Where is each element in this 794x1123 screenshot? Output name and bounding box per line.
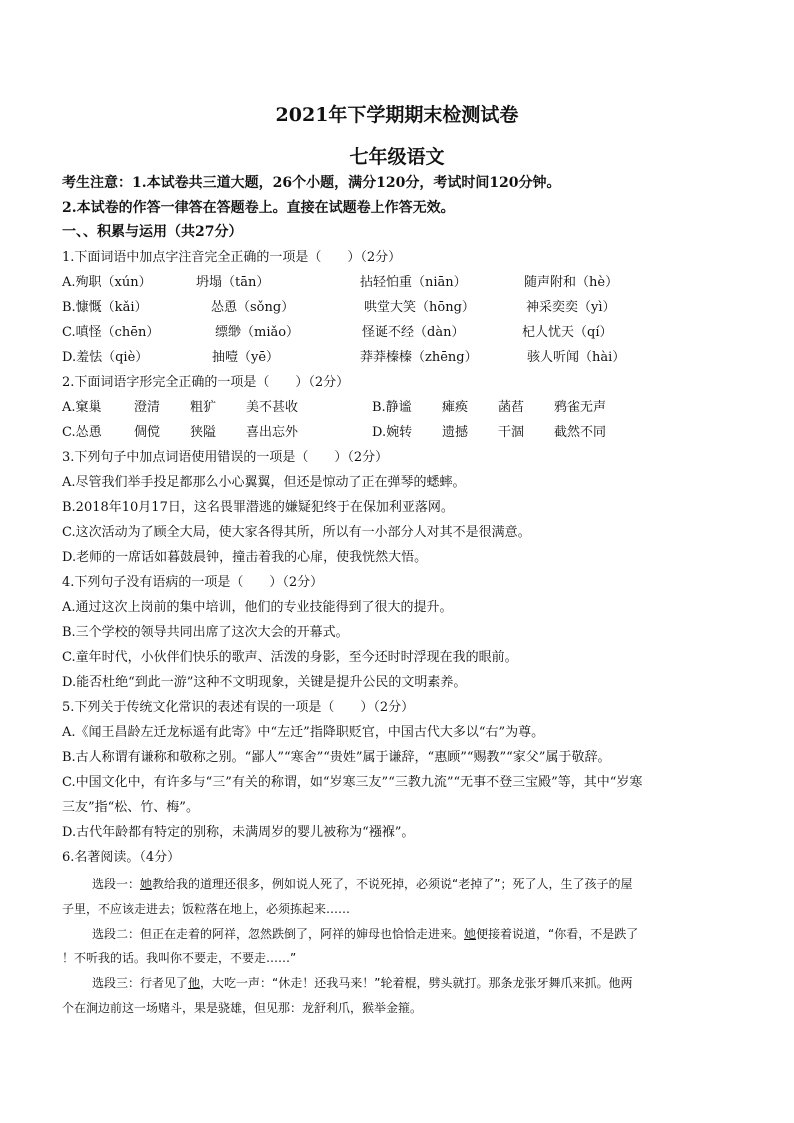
passage-text: 但正在走着的阿祥，忽然跌倒了，阿祥的婶母也恰恰走进来。	[140, 927, 465, 941]
passage-label: 选段三：	[92, 976, 141, 990]
q2-word: 倜傥	[134, 425, 161, 440]
q2-stem: 2.下面词语字形完全正确的一项是（ ）（2分）	[62, 375, 350, 390]
q2-word: 美不甚收	[246, 400, 299, 415]
q6-stem: 6.名著阅读。（4分）	[62, 850, 181, 865]
q4-option-a: A.通过这次上岗前的集中培训，他们的专业技能得到了很大的提升。	[62, 600, 453, 615]
q4-option-d: D.能否杜绝“到此一游”这种不文明现象，关键是提升公民的文明素养。	[62, 675, 467, 690]
passage-text: 便接着说道，“你看，不是跌了	[476, 927, 639, 941]
q1-option: 拈轻怕重（niān）	[360, 275, 467, 290]
q3-stem: 3.下列句子中加点词语使用错误的一项是（ ）（2分）	[62, 450, 389, 465]
q2-word: 喜出忘外	[246, 425, 299, 440]
q1-option: 抽噎（yē）	[212, 350, 280, 365]
q1-option: D.羞怯（qiè）	[62, 350, 149, 365]
q6-passage-2	[92, 925, 638, 943]
q2-word: 截然不同	[554, 425, 607, 440]
q2-word: 粗犷	[190, 400, 217, 415]
exam-subtitle: 七年级语文	[349, 146, 445, 168]
q6-passage-3-line-2: 个在涧边前这一场赌斗，果是骁雄，但见那：龙舒利爪，猴举金箍。	[62, 1001, 423, 1015]
passage-label: 选段一：	[92, 877, 141, 891]
q1-stem: 1.下面词语中加点字注音完全正确的一项是（ ）（2分）	[62, 250, 402, 265]
q5-option-b: B.古人称谓有谦称和敬称之别。“鄙人”“寒舍”“贵姓”属于谦辞，“惠顾”“赐教”“家父”属于敬辞。	[62, 750, 611, 765]
q6-passage-1	[92, 875, 632, 893]
q5-option-a: A.《闻王昌龄左迁龙标遥有此寄》中“左迁”指降职贬官，中国古代大多以“右”为尊。	[62, 725, 545, 740]
q1-option: A.殉职（xún）	[62, 275, 152, 290]
q2-word: C.怂恿	[62, 425, 102, 440]
underlined-pronoun: 她	[140, 877, 153, 891]
q6-passage-3	[92, 974, 632, 992]
q2-word: A.窠巢	[62, 400, 102, 415]
q1-option: 神采奕奕（yì）	[526, 300, 616, 315]
passage-text: 教给我的道理还很多，例如说人死了，不说死掉，必须说“老掉了”；死了人，生了孩子的屋	[152, 877, 633, 891]
q1-option: 怂恿（sǒng）	[211, 300, 295, 315]
q4-option-b: B.三个学校的领导共同出席了这次大会的开幕式。	[62, 625, 349, 640]
section-heading: 一、、积累与运用（共27分）	[62, 224, 243, 240]
q1-option: 缥缈（miǎo）	[215, 325, 300, 340]
q5-stem: 5.下列关于传统文化常识的表述有误的一项是（ ）（2分）	[62, 700, 415, 715]
q2-word: 菡萏	[498, 400, 525, 415]
q2-word: 遗撼	[442, 425, 469, 440]
underlined-pronoun: 她	[464, 927, 477, 941]
q5-option-c: C.中国文化中，有许多与“三”有关的称谓，如“岁寒三友”“三教九流”“无事不登三宝殿”等，其中“岁寒	[62, 775, 643, 790]
q6-passage-2-line-2: ！不听我的话。我叫你不要走，不要走……”	[62, 951, 297, 965]
q1-option: 怪诞不经（dàn）	[362, 325, 465, 340]
q1-option: 坍塌（tān）	[196, 275, 270, 290]
q2-word: 狭隘	[190, 425, 217, 440]
q3-option-b: B.2018年10月17日，这名畏罪潜逃的嫌疑犯终于在保加利亚落网。	[62, 500, 454, 515]
q2-word: D.婉转	[372, 425, 413, 440]
q3-option-a: A.尽管我们举手投足都那么小心翼翼，但还是惊动了正在弹琴的蟋蟀。	[62, 475, 466, 490]
q3-option-d: D.老师的一席话如暮鼓晨钟，撞击着我的心扉，使我恍然大悟。	[62, 550, 428, 565]
q4-stem: 4.下列句子没有语病的一项是（ ）（2分）	[62, 575, 324, 590]
q2-word: 干涸	[498, 425, 525, 440]
q5-option-c-continued: 三友”指“松、竹、梅”。	[62, 800, 199, 815]
passage-text: ，大吃一声：“休走！还我马来！”轮着棍，劈头就打。那条龙张牙舞爪来抓。他两	[200, 976, 633, 990]
q5-option-d: D.古代年龄都有特定的别称，未满周岁的婴儿被称为“襁褓”。	[62, 825, 415, 840]
underlined-pronoun: 他	[188, 976, 201, 990]
q4-option-c: C.童年时代，小伙伴们快乐的歌声、活泼的身影，至今还时时浮现在我的眼前。	[62, 650, 518, 665]
q1-option: 哄堂大笑（hōng）	[364, 300, 475, 315]
passage-text: 行者见了	[140, 976, 189, 990]
exam-title: 2021年下学期期末检测试卷	[275, 104, 519, 126]
q2-word: B.静谧	[372, 400, 412, 415]
q1-option: 莽莽榛榛（zhēng）	[360, 350, 478, 365]
q1-option: C.嗔怪（chēn）	[62, 325, 160, 340]
q2-word: 瘫痪	[442, 400, 469, 415]
q1-option: 杞人忧天（qí）	[522, 325, 613, 340]
notice-line-1: 考生注意：1.本试卷共三道大题，26个小题，满分120分，考试时间120分钟。	[62, 175, 561, 191]
q1-option: 随声附和（hè）	[524, 275, 619, 290]
q6-passage-1-line-2: 子里，不应该走进去；饭粒落在地上，必须拣起来……	[62, 902, 351, 916]
q1-option: 骇人听闻（hài）	[527, 350, 626, 365]
q1-option: B.慷慨（kǎi）	[62, 300, 148, 315]
q2-word: 澄清	[134, 400, 161, 415]
notice-line-2: 2.本试卷的作答一律答在答题卷上。直接在试题卷上作答无效。	[62, 200, 455, 216]
q2-word: 鸦雀无声	[554, 400, 607, 415]
passage-label: 选段二：	[92, 927, 141, 941]
q3-option-c: C.这次活动为了顾全大局，使大家各得其所，所以有一小部分人对其不是很满意。	[62, 525, 531, 540]
